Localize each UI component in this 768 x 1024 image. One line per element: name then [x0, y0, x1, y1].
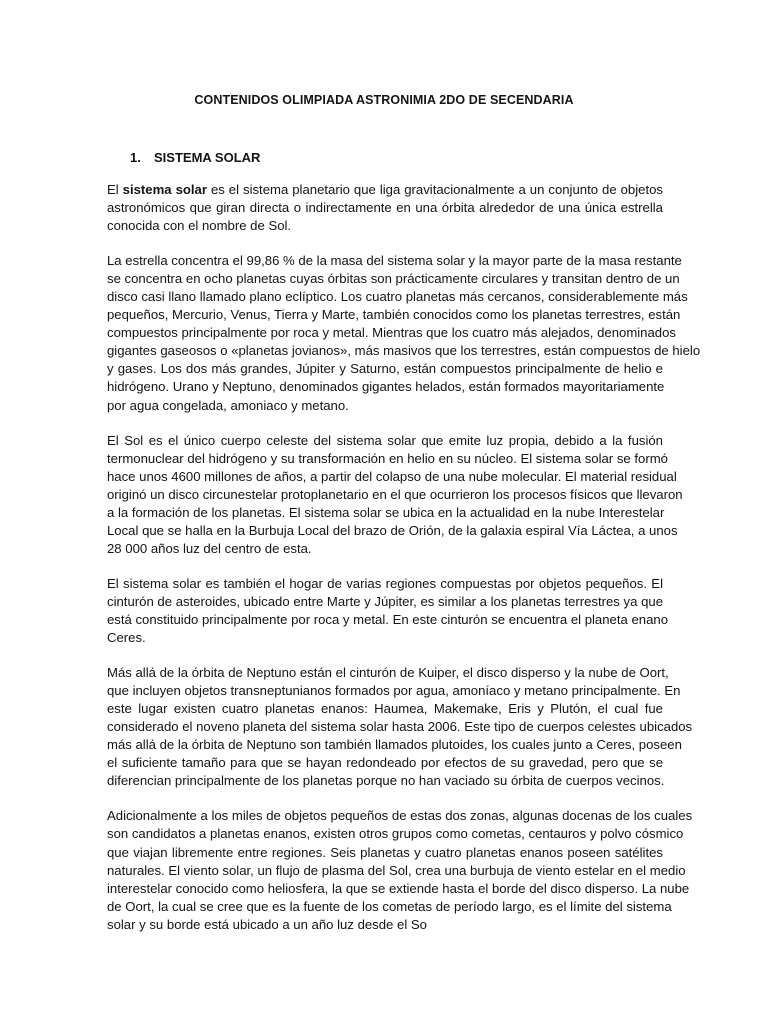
paragraph-line — [107, 378, 663, 396]
text-run: son candidatos a planetas enanos, existen otros grupos como cometas, centauros y polvo cósmico — [107, 826, 684, 842]
paragraph — [107, 664, 693, 790]
paragraph-line — [107, 664, 669, 682]
text-run: disco casi llano llamado plano eclíptico. Los cuatro planetas más cercanos, considerablemente más — [107, 289, 688, 305]
text-run: Más allá de la órbita de Neptuno están el cinturón de Kuiper, el disco disperso y la nube de Oort, — [107, 665, 669, 681]
text-run: es el sistema planetario que liga gravitacionalmente a un conjunto de objetos — [206, 182, 663, 197]
bold-term: sistema solar — [122, 182, 207, 197]
paragraph-line — [107, 360, 663, 378]
paragraph-line — [107, 593, 663, 611]
text-run: diferencian principalmente de los planetas porque no han vaciado su órbita de cuerpos vecinos. — [107, 773, 665, 789]
section-title: SISTEMA SOLAR — [154, 150, 261, 165]
text-run: naturales. El viento solar, un flujo de plasma del Sol, crea una burbuja de viento estelar en el medio — [107, 862, 686, 878]
paragraph-line — [107, 306, 681, 324]
text-run: el suficiente tamaño para que se hayan redondeado por efectos de su gravedad, pero que se — [107, 755, 663, 771]
text-run: se concentra en ocho planetas cuyas órbitas son prácticamente circulares y transitan dentro de un — [107, 271, 680, 287]
text-run: El sistema solar es también el hogar de varias regiones compuestas por objetos pequeños. El — [107, 575, 663, 591]
paragraph-line — [107, 288, 688, 306]
paragraph-line — [107, 754, 663, 772]
text-run: interestelar conocido como heliosfera, la que se extiende hasta el borde del disco disperso. La nube — [107, 880, 690, 896]
paragraph — [107, 575, 669, 647]
document-body — [107, 181, 701, 951]
text-run: que incluyen objetos transneptunianos formados por agua, amoníaco y metano principalmente. En — [107, 683, 681, 699]
paragraph-line — [107, 450, 668, 468]
text-run: y gases. Los dos más grandes, Júpiter y Saturno, están compuestos principalmente de helio e — [107, 361, 663, 377]
paragraph-line — [107, 575, 663, 593]
paragraph-line — [107, 629, 663, 647]
paragraph-line — [107, 916, 663, 934]
text-run: hace unos 4600 millones de años, a partir del colapso de una nube molecular. El material residual — [107, 468, 677, 484]
text-run: originó un disco circunestelar protoplanetario en el que ocurrieron los procesos físicos que llevaron — [107, 486, 683, 502]
text-run: termonuclear del hidrógeno y su transformación en helio en su núcleo. El sistema solar se formó — [107, 450, 668, 466]
document-title: CONTENIDOS OLIMPIADA ASTRONIMIA 2DO DE SECENDARIA — [194, 93, 574, 107]
text-run: La estrella concentra el 99,86 % de la masa del sistema solar y la mayor parte de la masa restante — [107, 253, 682, 269]
text-run: El Sol es el único cuerpo celeste del sistema solar que emite luz propia, debido a la fusión — [107, 432, 663, 448]
paragraph — [107, 432, 683, 558]
paragraph-line — [107, 807, 693, 825]
section-number: 1. — [130, 150, 141, 165]
text-run: de Oort, la cual se cree que es la fuente de los cometas de período largo, es el límite del sistema — [107, 898, 672, 914]
text-run: considerado el noveno planeta del sistema solar hasta 2006. Este tipo de cuerpos celestes ubicados — [107, 719, 693, 735]
text-run: está constituido principalmente por roca y metal. En este cinturón se encuentra el planeta enano — [107, 611, 669, 627]
text-run: solar y su borde está ubicado a un año luz desde el So — [107, 916, 427, 932]
paragraph — [107, 252, 701, 414]
paragraph — [107, 181, 663, 235]
paragraph-line — [107, 825, 684, 843]
paragraph-line — [107, 772, 663, 790]
text-run: conocida con el nombre de Sol. — [107, 218, 292, 234]
paragraph-line — [107, 611, 669, 629]
paragraph-line — [107, 432, 663, 450]
text-run: gigantes gaseosos o «planetas jovianos», más masivos que los terrestres, están compuestos de hielo — [107, 343, 701, 359]
paragraph-line — [107, 682, 681, 700]
text-run: Local que se halla en la Burbuja Local del brazo de Orión, de la galaxia espiral Vía Láctea, a unos — [107, 522, 678, 538]
text-run: por agua congelada, amoniaco y metano. — [107, 397, 349, 413]
paragraph-line — [107, 217, 663, 235]
paragraph-line — [107, 540, 663, 558]
paragraph-line — [107, 844, 663, 862]
text-run: Adicionalmente a los miles de objetos pequeños de estas dos zonas, algunas docenas de los cuales — [107, 808, 693, 824]
paragraph-line — [107, 486, 683, 504]
section-heading — [130, 150, 260, 165]
text-run: 28 000 años luz del centro de esta. — [107, 540, 312, 556]
text-run: cinturón de asteroides, ubicado entre Marte y Júpiter, es similar a los planetas terrestres ya que — [107, 593, 663, 609]
paragraph-line — [107, 270, 680, 288]
paragraph-line — [107, 397, 663, 415]
paragraph-line — [107, 252, 682, 270]
text-run: a la formación de los planetas. El sistema solar se ubica en la actualidad en la nube Interestelar — [107, 504, 665, 520]
text-run: Ceres. — [107, 630, 146, 646]
paragraph-line — [107, 736, 682, 754]
text-run: compuestos principalmente por roca y metal. Mientras que los cuatro más alejados, denominados — [107, 325, 676, 341]
text-run: que viajan libremente entre regiones. Seis planetas y cuatro planetas enanos poseen satélites — [107, 844, 663, 860]
paragraph-line — [107, 522, 678, 540]
paragraph-line — [107, 880, 690, 898]
paragraph-line — [107, 718, 693, 736]
paragraph-line — [107, 862, 686, 880]
text-run: El — [107, 182, 123, 197]
text-run: este lugar existen cuatro planetas enanos: Haumea, Makemake, Eris y Plutón, el cual fue — [107, 701, 663, 717]
text-run: pequeños, Mercurio, Venus, Tierra y Marte, también conocidos como los planetas terrestres, están — [107, 307, 681, 323]
paragraph-line — [107, 898, 672, 916]
paragraph-line — [107, 199, 663, 217]
paragraph-line — [107, 468, 677, 486]
text-run: astronómicos que giran directa o indirectamente en una órbita alrededor de una única estrella — [107, 200, 663, 216]
paragraph-line — [107, 342, 701, 360]
paragraph-line — [107, 181, 663, 199]
paragraph-line — [107, 324, 676, 342]
paragraph-line — [107, 700, 663, 718]
text-run: hidrógeno. Urano y Neptuno, denominados gigantes helados, están formados mayoritariamente — [107, 379, 665, 395]
paragraph-line — [107, 504, 663, 522]
paragraph — [107, 807, 693, 933]
text-run: más allá de la órbita de Neptuno son también llamados plutoides, los cuales junto a Ceres, poseen — [107, 737, 682, 753]
